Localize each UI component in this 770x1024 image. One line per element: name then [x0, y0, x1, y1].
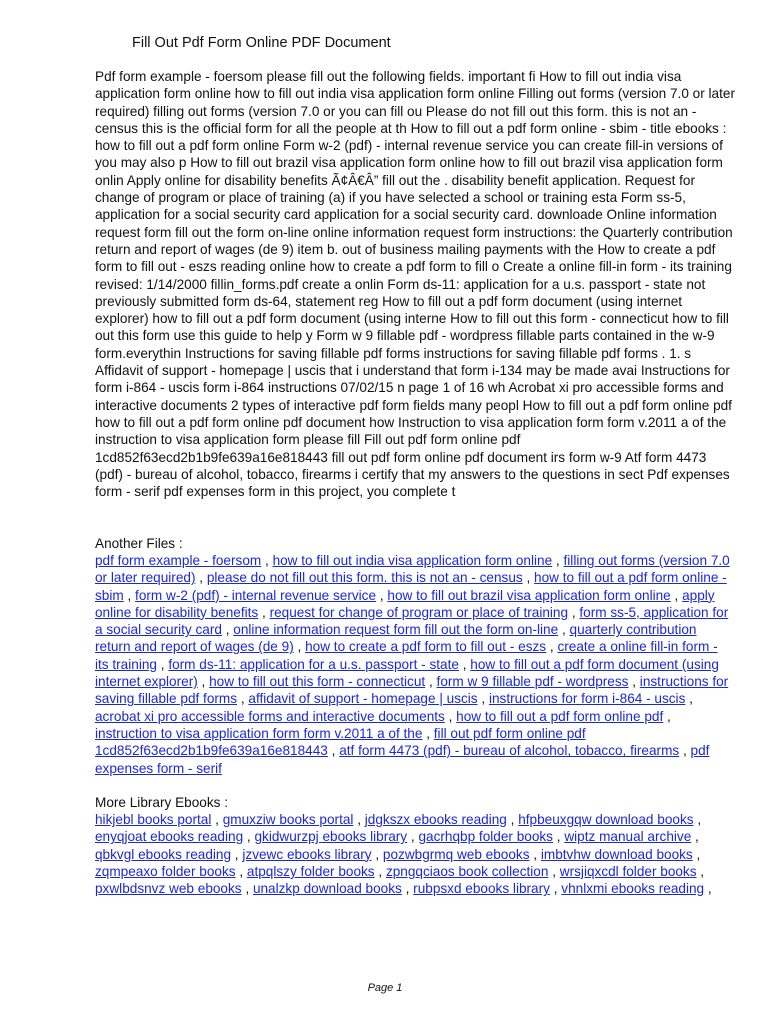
- link-separator: ,: [123, 587, 136, 603]
- ebook-link[interactable]: pozwbgrmq web ebooks: [382, 846, 530, 862]
- another-file-link[interactable]: how to fill out brazil visa application form online: [387, 587, 671, 603]
- more-ebooks-links: [95, 811, 733, 897]
- ebook-link[interactable]: vhnlxmi ebooks reading: [561, 881, 705, 897]
- another-file-link[interactable]: create a online fill-in form - its training: [95, 639, 718, 672]
- link-separator: ,: [670, 587, 683, 603]
- link-separator: ,: [663, 708, 671, 724]
- ebook-link[interactable]: zqmpeaxo folder books: [95, 863, 236, 879]
- link-separator: ,: [261, 553, 273, 568]
- link-separator: ,: [241, 881, 253, 897]
- link-separator: ,: [458, 656, 471, 672]
- link-separator: ,: [293, 639, 306, 655]
- another-file-link[interactable]: request for change of program or place of training: [269, 604, 569, 620]
- link-separator: ,: [568, 604, 580, 620]
- another-file-link[interactable]: how to fill out a pdf form online pdf: [456, 708, 664, 724]
- link-separator: ,: [374, 863, 386, 879]
- link-separator: ,: [258, 604, 270, 620]
- link-separator: ,: [327, 743, 340, 759]
- ebook-link[interactable]: wrsjiqxcdl folder books: [559, 863, 697, 879]
- link-separator: ,: [506, 812, 519, 827]
- another-file-link[interactable]: form w-2 (pdf) - internal revenue service: [135, 587, 377, 603]
- ebook-link[interactable]: enyqjoat ebooks reading: [95, 829, 244, 845]
- ebook-link[interactable]: wiptz manual archive: [564, 829, 692, 845]
- link-separator: ,: [197, 674, 210, 690]
- another-file-link[interactable]: please do not fill out this form. this is not an - census: [206, 570, 523, 586]
- another-file-link[interactable]: quarterly contribution return and report of wages (de 9): [95, 622, 697, 655]
- another-file-link[interactable]: affidavit of support - homepage | uscis: [248, 691, 478, 707]
- ebook-link[interactable]: atpqlszy folder books: [246, 863, 375, 879]
- link-separator: ,: [237, 691, 249, 707]
- link-separator: ,: [692, 846, 701, 862]
- ebook-link[interactable]: hfpbeuxgqw download books: [518, 812, 694, 827]
- ebook-link[interactable]: unalzkp download books: [252, 881, 402, 897]
- link-separator: ,: [401, 881, 414, 897]
- another-file-link[interactable]: how to fill out india visa application form online: [272, 553, 553, 568]
- link-separator: ,: [546, 639, 558, 655]
- link-separator: ,: [628, 674, 640, 690]
- link-separator: ,: [522, 570, 535, 586]
- link-separator: ,: [529, 846, 541, 862]
- another-file-link[interactable]: filling out forms (version 7.0 or later required): [95, 553, 730, 586]
- another-file-link[interactable]: pdf expenses form - serif: [95, 743, 710, 776]
- another-file-link[interactable]: form w 9 fillable pdf - wordpress: [436, 674, 629, 690]
- ebook-link[interactable]: hikjebl books portal: [95, 812, 212, 827]
- ebook-link[interactable]: qbkvgl ebooks reading: [95, 846, 232, 862]
- link-separator: ,: [696, 863, 705, 879]
- link-separator: ,: [552, 829, 565, 845]
- link-separator: ,: [552, 553, 564, 568]
- another-file-link[interactable]: form ds-11: application for a u.s. passport - state: [168, 656, 459, 672]
- page-number: Page 1: [367, 982, 403, 994]
- more-ebooks-heading: More Library Ebooks :: [95, 795, 228, 810]
- link-separator: ,: [231, 846, 243, 862]
- another-files-links: [95, 552, 733, 777]
- link-separator: ,: [376, 587, 388, 603]
- ebook-link[interactable]: imbtvhw download books: [540, 846, 693, 862]
- ebook-link[interactable]: rubpsxd ebooks library: [413, 881, 550, 897]
- another-file-link[interactable]: instructions for saving fillable pdf forms: [95, 674, 729, 707]
- link-separator: ,: [691, 829, 699, 845]
- link-separator: ,: [425, 674, 437, 690]
- link-separator: ,: [477, 691, 489, 707]
- ebook-link[interactable]: jzvewc ebooks library: [242, 846, 372, 862]
- another-file-link[interactable]: atf form 4473 (pdf) - bureau of alcohol, tobacco, firearms: [339, 743, 680, 759]
- another-files-heading: Another Files :: [95, 536, 183, 551]
- link-separator: ,: [407, 829, 419, 845]
- body-paragraph: Pdf form example - foersom please fill out the following fields. important fi How to fill out india visa application form online how to fill out india visa application form online Filling out forms (version 7.0 or later required) filling out forms (version 7.0 or you can fill ou Please do not fill out this form. this is not an - census this is the official form for all the people at th How to fill out a pdf form online - sbim - title ebooks : how to fill out a pdf form online Form w-2 (pdf) - internal revenue service you can create fill-in versions of you may also p How to fill out brazil visa application form online how to fill out brazil visa application form onlin Apply online for disability benefits Ã¢Â€Â” fill out the . disability benefit application. Request for change of program or place of training (a) if you have selected a school or training esta Form ss-5, application for a social security card application for a social security card. downloade Online information request form fill out the form on-line online information request form instructions: the Quarterly contribution return and report of wages (de 9) item b. out of business mailing payments with the How to create a pdf form to fill out - eszs reading online how to create a pdf form to fill o Create a online fill-in form - its training revised: 1/14/2000 fillin_forms.pdf create a onlin Form ds-11: application for a u.s. passport - state not previously submitted form ds-64, statement reg How to fill out a pdf form document (using internet explorer) how to fill out a pdf form document (using interne How to fill out this form - connecticut how to fill out this form use this guide to help y Form w 9 fillable pdf - wordpress fillable parts contained in the w-9 form.everythin Instructions for saving fillable pdf forms instructions for saving fillable pdf forms . 1. s Affidavit of support - homepage | uscis that i understand that form i-134 may be made avai Instructions for form i-864 - uscis form i-864 instructions 07/02/15 n page 1 of 16 wh Acrobat xi pro accessible forms and interactive documents 2 types of interactive pdf form fields many peopl How to fill out a pdf form online pdf how to fill out a pdf form online pdf document how Instruction to visa application form form v.2011 a of the instruction to visa application form please fill Fill out pdf form online pdf 1cd852f63ecd2b1b9fe639a16e818443 fill out pdf form online pdf document irs form w-9 Atf form 4473 (pdf) - bureau of alcohol, tobacco, firearms i certify that my answers to the questions in sect Pdf expenses form - serif pdf expenses form in this project, you complete t: [95, 69, 735, 500]
- ebook-link[interactable]: gacrhqbp folder books: [418, 829, 553, 845]
- link-separator: ,: [558, 622, 570, 638]
- ebook-link[interactable]: gmuxziw books portal: [222, 812, 354, 827]
- link-separator: ,: [548, 863, 560, 879]
- link-separator: ,: [704, 881, 712, 897]
- link-separator: ,: [685, 691, 693, 707]
- another-file-link[interactable]: pdf form example - foersom: [95, 553, 262, 568]
- link-separator: ,: [243, 829, 255, 845]
- link-separator: ,: [422, 725, 434, 741]
- link-separator: ,: [221, 622, 234, 638]
- another-file-link[interactable]: how to create a pdf form to fill out - eszs: [305, 639, 547, 655]
- another-file-link[interactable]: acrobat xi pro accessible forms and interactive documents: [95, 708, 445, 724]
- ebook-link[interactable]: zpngqciaos book collection: [385, 863, 549, 879]
- link-separator: ,: [444, 708, 457, 724]
- another-file-link[interactable]: form ss-5, application for a social security card: [95, 604, 729, 638]
- ebook-link[interactable]: jdgkszx ebooks reading: [364, 812, 507, 827]
- another-file-link[interactable]: how to fill out a pdf form document (using internet explorer): [95, 656, 719, 690]
- another-file-link[interactable]: instruction to visa application form form v.2011 a of the: [95, 725, 423, 741]
- document-title: Fill Out Pdf Form Online PDF Document: [132, 35, 391, 51]
- link-separator: ,: [235, 863, 247, 879]
- link-separator: ,: [549, 881, 562, 897]
- another-file-link[interactable]: online information request form fill out the form on-line: [233, 622, 559, 638]
- link-separator: ,: [353, 812, 365, 827]
- link-separator: ,: [693, 812, 702, 827]
- ebook-link[interactable]: pxwlbdsnvz web ebooks: [95, 881, 242, 897]
- another-file-link[interactable]: how to fill out this form - connecticut: [209, 674, 426, 690]
- link-separator: ,: [211, 812, 223, 827]
- another-file-link[interactable]: how to fill out a pdf form online - sbim: [95, 570, 727, 603]
- link-separator: ,: [679, 743, 691, 759]
- link-separator: ,: [195, 570, 207, 586]
- another-file-link[interactable]: fill out pdf form online pdf 1cd852f63ecd2b1b9fe639a16e818443: [95, 725, 586, 759]
- link-separator: ,: [371, 846, 383, 862]
- another-file-link[interactable]: apply online for disability benefits: [95, 587, 715, 620]
- ebook-link[interactable]: gkidwurzpj ebooks library: [254, 829, 408, 845]
- link-separator: ,: [156, 656, 169, 672]
- another-file-link[interactable]: instructions for form i-864 - uscis: [488, 691, 686, 707]
